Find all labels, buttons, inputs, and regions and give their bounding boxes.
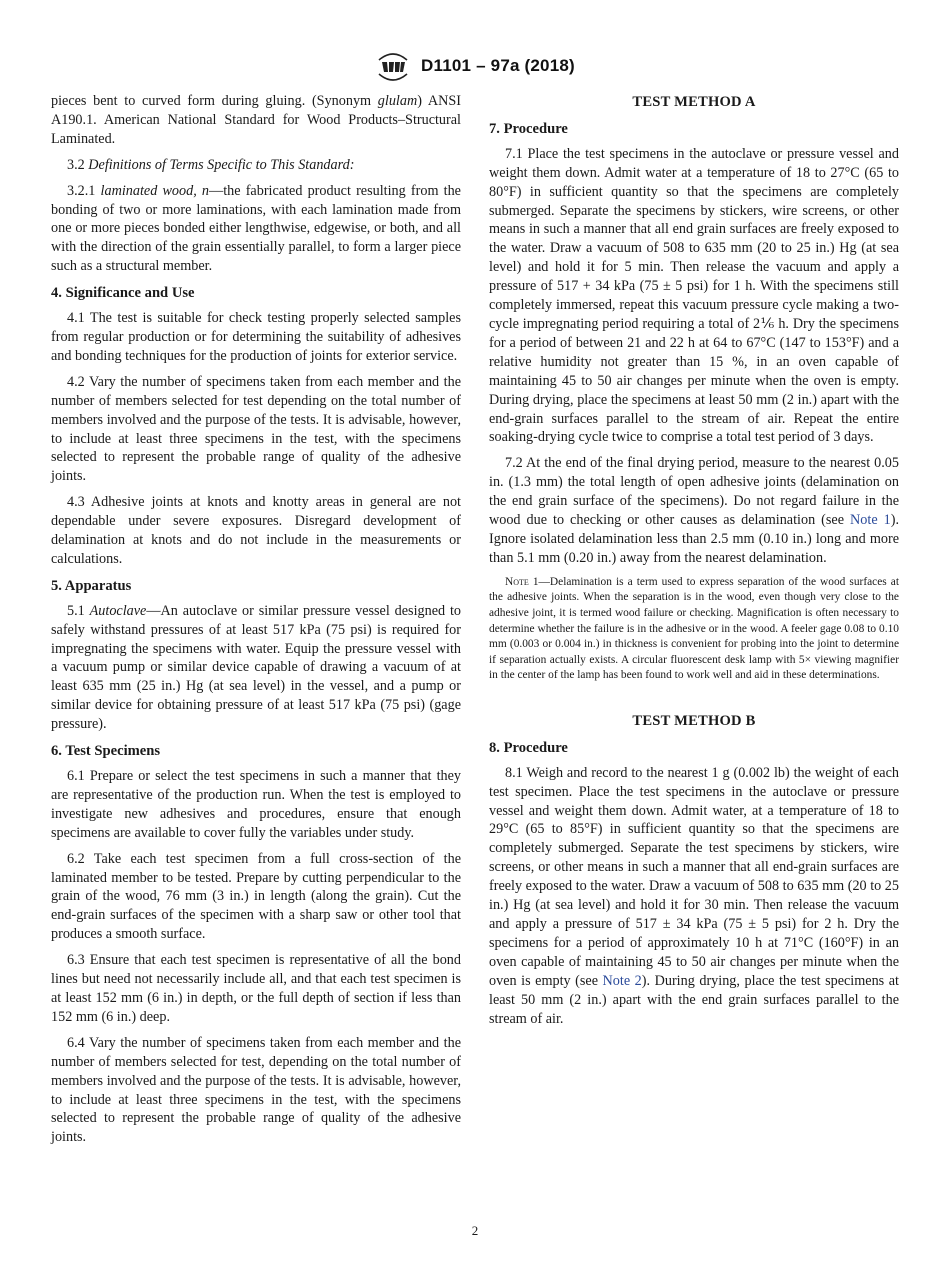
left-column (51, 92, 461, 1154)
section-6-3: 6.3 Ensure that each test specimen is representative of all the bond lines but need not necessarily include all, and that each test specimen is at least 152 mm (6 in.) in depth, or the full depth of section if less than 152 mm (6 in.) deep. (51, 952, 461, 1025)
section-8-1: 8.1 Weigh and record to the nearest 1 g (0.002 lb) the weight of each test specimen. Place the test specimens in the autoclave or pressure vessel and weight them down. Admit water, at a temperature of 18 to 29°C (65 to 85°F) in sufficient quantity so that the specimens are completely submerged. Separate the test specimens by stickers, wire screens, or other means in such a manner that all end-grain surfaces are freely exposed to the water. Draw a vacuum of 508 to 635 mm (20 to 25 in.) Hg (at sea level) and hold it for 30 min. Then release the vacuum and apply a pressure of 517 ± 34 kPa (75 ± 5 psi) for 2 h. Dry the specimens for a period of approximately 10 h at 71°C (160°F) in an oven capable of maintaining 45 to 50 air changes per minute when the oven is empty (see Note 2). During drying, place the test specimens at least 50 mm (2 in.) apart with the end grain surfaces parallel to the stream of air. (489, 764, 899, 1027)
section-3-2-1: 3.2.1 laminated wood, n—the fabricated product resulting from the bonding of two or more laminations, with each lamination made from one or more pieces bonded either lengthwise, edgewise, or both, and all with the direction of the grain essentially parallel, to form a larger piece such as a structural member. (51, 182, 461, 275)
section-4-3: 4.3 Adhesive joints at knots and knotty areas in general are not dependable under severe exposures. Disregard development of delamination at knots and do not include in the measurements or calculations. (51, 494, 461, 567)
test-method-a-title: TEST METHOD A (632, 94, 756, 110)
section-5-1: 5.1 Autoclave—An autoclave or similar pressure vessel designed to safely withstand pressures of at least 517 kPa (75 psi) is required for impregnating the specimens with water. Equip the pressure vessel with a vacuum pump or similar device capable of drawing a vacuum of at least 635 mm (25 in.) Hg (at sea level) in the vessel, and a pump or similar device for obtaining pressure of at least 517 kPa (75 psi) (gage pressure). (51, 602, 462, 733)
section-4-1: 4.1 The test is suitable for check testing properly selected samples from regular production or for determining the suitability of adhesives and bonding techniques for the production of joints for exterior service. (51, 310, 461, 364)
right-column (489, 92, 899, 1035)
section-6-2: 6.2 Take each test specimen from a full cross-section of the laminated member to be tested. Prepare by cutting perpendicular to the grain of the wood, 76 mm (3 in.) in length (along the grain). Cut the end-grain surfaces of the specimen with a sharp saw or other tool that produces a smooth surface. (51, 850, 461, 943)
section-7-1: 7.1 Place the test specimens in the autoclave or pressure vessel and weight them down. Admit water at a temperature of 18 to 27°C (65 to 80°F) in sufficient quantity so that the specimens are completely submerged. Separate the specimens by stickers, wire screens, or other means in such a manner that all end grain surfaces are freely exposed to the water. Draw a vacuum of 508 to 635 mm (20 to 25 in.) Hg (at sea level) and hold it for 5 min. Then release the vacuum and apply a pressure of 517 + 34 kPa (75 ± 5 psi) for 1 h. With the specimens still completely immersed, repeat this vacuum pressure cycle making a two-cycle impregnating period requiring a total of 2⅙ h. Dry the specimens for a period of between 21 and 22 h at 64 to 67°C (147 to 153°F) and a relative humidity not greater than 15 %, in an oven capable of maintaining 45 to 50 air changes per minute when the oven is empty. During drying, place the specimens at least 50 mm (2 in.) apart with the end-grain surfaces parallel to the stream of air. Repeat the entire soaking-drying cycle twice to comprise a total test period of 3 days. (489, 145, 899, 446)
astm-logo-icon (373, 50, 413, 84)
page-header (0, 50, 950, 86)
test-method-b-title: TEST METHOD B (632, 712, 756, 729)
paragraph-3-1-continued: pieces bent to curved form during gluing. (Synonym glulam) ANSI A190.1. American National Standard for Wood Products–Structural Laminated. (51, 93, 461, 147)
section-7-2: 7.2 At the end of the final drying period, measure to the nearest 0.05 in. (1.3 mm) the total length of open adhesive joints (delamination on the end grain surface of the specimens). Do not regard failure in the wood due to checking or other causes as delamination (see Note 1). Ignore isolated delamination less than 2.5 mm (0.10 in.) long and more than 5.1 mm (0.20 in.) away from the nearest delamination. (489, 455, 899, 566)
document-designation: D1101 – 97a (2018) (421, 56, 575, 75)
note-1-link[interactable]: Note 1 (850, 512, 891, 529)
section-3-2: 3.2 Definitions of Terms Specific to This Standard: (67, 156, 355, 173)
section-4-2: 4.2 Vary the number of specimens taken from each member and the number of members selected for test depending on the total number of members involved and the purpose of the tests. It is advisable, however, to include at least three specimens in the test, with the specimens selected to represent the probable range of quality of the adhesive joints. (51, 373, 461, 485)
note-2-link[interactable]: Note 2 (602, 972, 642, 989)
heading-significance-and-use: 4. Significance and Use (51, 285, 195, 302)
heading-test-specimens: 6. Test Specimens (51, 743, 161, 760)
heading-procedure-7: 7. Procedure (489, 120, 568, 137)
heading-apparatus: 5. Apparatus (51, 577, 132, 594)
heading-procedure-8: 8. Procedure (489, 739, 568, 756)
note-1: Note 1—Delamination is a term used to express separation of the wood surfaces at the adhesive joints. When the separation is in the wood, even though very close to the adhesive joint, it is termed wood failure or checking. Magnification is often necessary to determine whether the failure is in the adhesive or in the wood. A feeler gage 0.08 to 0.10 mm (0.003 or 0.004 in.) in thickness is convenient for probing into the joint to determine if separation actually exists. A circular fluorescent desk lamp with 5× viewing magnifier in the center of the lamp has been found to work well and aid in these determinations. (489, 575, 900, 682)
section-6-1: 6.1 Prepare or select the test specimens in such a manner that they are representative of the production run. When the test is employed to investigate new adhesives and procedures, ensure that enough specimens are available to cover fully the variables under study. (51, 768, 461, 841)
page-number: 2 (471, 1223, 479, 1238)
section-6-4: 6.4 Vary the number of specimens taken from each member and the number of members selected for test, depending on the total number of members involved and the purpose of the tests. It is advisable, however, to include at least three specimens in the test, with the specimens selected to represent the probable range of quality of the adhesive joints. (51, 1034, 461, 1146)
